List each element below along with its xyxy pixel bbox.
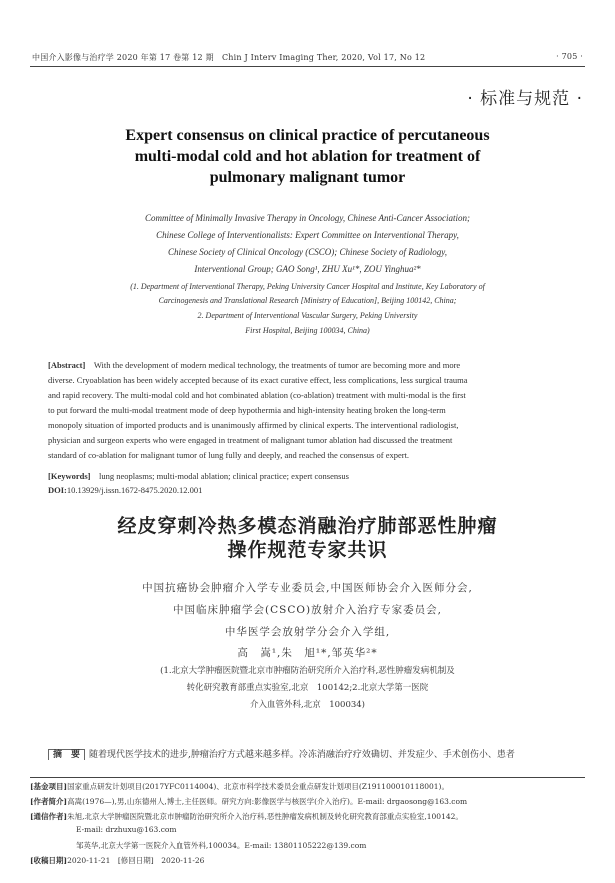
cn-affiliation-1: (1.北京大学肿瘤医院暨北京市肿瘤防治研究所介入治疗科,恶性肿瘤发病机制及	[160, 666, 455, 676]
footnote-corresponding-2: 邹英华,北京大学第一医院介入血管外科,100034。E-mail: 13801105222@139.com	[76, 841, 367, 850]
english-abstract: [Abstract] With the development of modern medical technology, the treatments of tumor are becoming more and more diverse. Cryoablation has been widely accepted because of its exact curative effect, less complications, less surgical trauma and rapid recovery. The multi-modal cold and hot combinated ablation (co-ablation) treatment with multi-modal is the first to put forward the multi-modal treatment mode of deep hypothermia and high-intensity heating broken the long-term monopoly situation of imported products and is unanimously affirmed by clinical experts. The interventional radiologist, physician and surgeon experts who were engaged in treatment of malignant tumor ablation had discussed the treatment standard of co-ablation for malignant tumor of lung fully and deeply, and reached the consensus of expert.	[48, 360, 468, 460]
en-affiliation-3: 2. Department of Interventional Vascular Surgery, Peking University	[197, 311, 418, 320]
footnote-funding: [基金项目]国家重点研发计划项目(2017YFC0114004)、北京市科学技术委员会重点研发计划项目(Z191100010118001)。	[30, 782, 449, 791]
en-affiliation-2: Carcinogenesis and Translational Research [Ministry of Education], Beijing 100142, China;	[158, 296, 457, 305]
cn-affiliation-3: 介入血管外科,北京 100034)	[250, 700, 365, 710]
footnote-rule	[30, 777, 585, 778]
en-author-line-4: Interventional Group; GAO Song¹, ZHU Xu¹*, ZOU Yinghua²*	[194, 264, 421, 274]
en-author-line-2: Chinese College of Interventionalists: Expert Committee on Interventional Therapy,	[156, 230, 459, 240]
journal-header-cn: 中国介入影像与治疗学 2020 年第 17 卷第 12 期 Chin J Interv Imaging Ther, 2020, Vol 17, No 12	[32, 53, 426, 62]
doi-label: DOI:	[48, 485, 67, 495]
english-title: Expert consensus on clinical practice of percutaneous multi-modal cold and hot ablation for treatment of pulmonary malignant tumor	[125, 127, 490, 186]
chinese-abstract: 摘 要 随着现代医学技术的进步,肿瘤治疗方式越来越多样。冷冻消融治疗疗效确切、并发症少、手术创伤小、患者	[48, 747, 573, 760]
journal-header-en: Chin J Interv Imaging Ther, 2020, Vol 17, No 12	[221, 53, 426, 62]
cn-author-line-4: 高 嵩¹,朱 旭¹*,邹英华²*	[237, 647, 378, 659]
cn-author-line-3: 中华医学会放射学分会介入学组,	[224, 626, 391, 638]
footnote-dates: [收稿日期]2020-11-21 [修回日期] 2020-11-26	[30, 856, 205, 865]
doi: DOI:10.13929/j.issn.1672-8475.2020.12.001	[48, 485, 203, 495]
footnote-author-bio: [作者简介]高嵩(1976—),男,山东德州人,博士,主任医师。研究方向:影像医学与核医学(介入治疗)。E-mail: drgaosong@163.com	[30, 797, 468, 806]
section-heading: · 标准与规范 ·	[467, 89, 583, 109]
cn-abstract-label: 摘 要	[48, 749, 85, 760]
page-number: · 705 ·	[556, 52, 583, 61]
cn-author-line-2: 中国临床肿瘤学会(CSCO)放射介入治疗专家委员会,	[173, 604, 442, 616]
keywords: [Keywords] lung neoplasms; multi-modal ablation; clinical practice; expert consensus	[48, 471, 349, 481]
header-rule	[30, 66, 585, 67]
en-affiliation-4: First Hospital, Beijing 100034, China)	[245, 326, 370, 335]
chinese-title: 经皮穿刺冷热多模态消融治疗肺部恶性肿瘤 操作规范专家共识	[117, 515, 498, 561]
keywords-label: [Keywords]	[48, 471, 91, 481]
en-affiliation-1: (1. Department of Interventional Therapy, Peking University Cancer Hospital and Institute, Key Laboratory of	[130, 282, 485, 291]
footnote-email-1: E-mail: drzhuxu@163.com	[76, 825, 177, 834]
abstract-label: [Abstract]	[48, 360, 86, 370]
footnote-corresponding: [通信作者]朱旭,北京大学肿瘤医院暨北京市肿瘤防治研究所介入治疗科,恶性肿瘤发病机制及转化研究教育部重点实验室,100142。	[30, 812, 463, 821]
cn-affiliation-2: 转化研究教育部重点实验室,北京 100142;2.北京大学第一医院	[186, 683, 429, 693]
en-author-line-3: Chinese Society of Clinical Oncology (CSCO); Chinese Society of Radiology,	[168, 247, 447, 257]
cn-author-line-1: 中国抗癌协会肿瘤介入学专业委员会,中国医师协会介入医师分会,	[142, 582, 473, 594]
en-author-line-1: Committee of Minimally Invasive Therapy in Oncology, Chinese Anti-Cancer Association;	[144, 213, 471, 223]
